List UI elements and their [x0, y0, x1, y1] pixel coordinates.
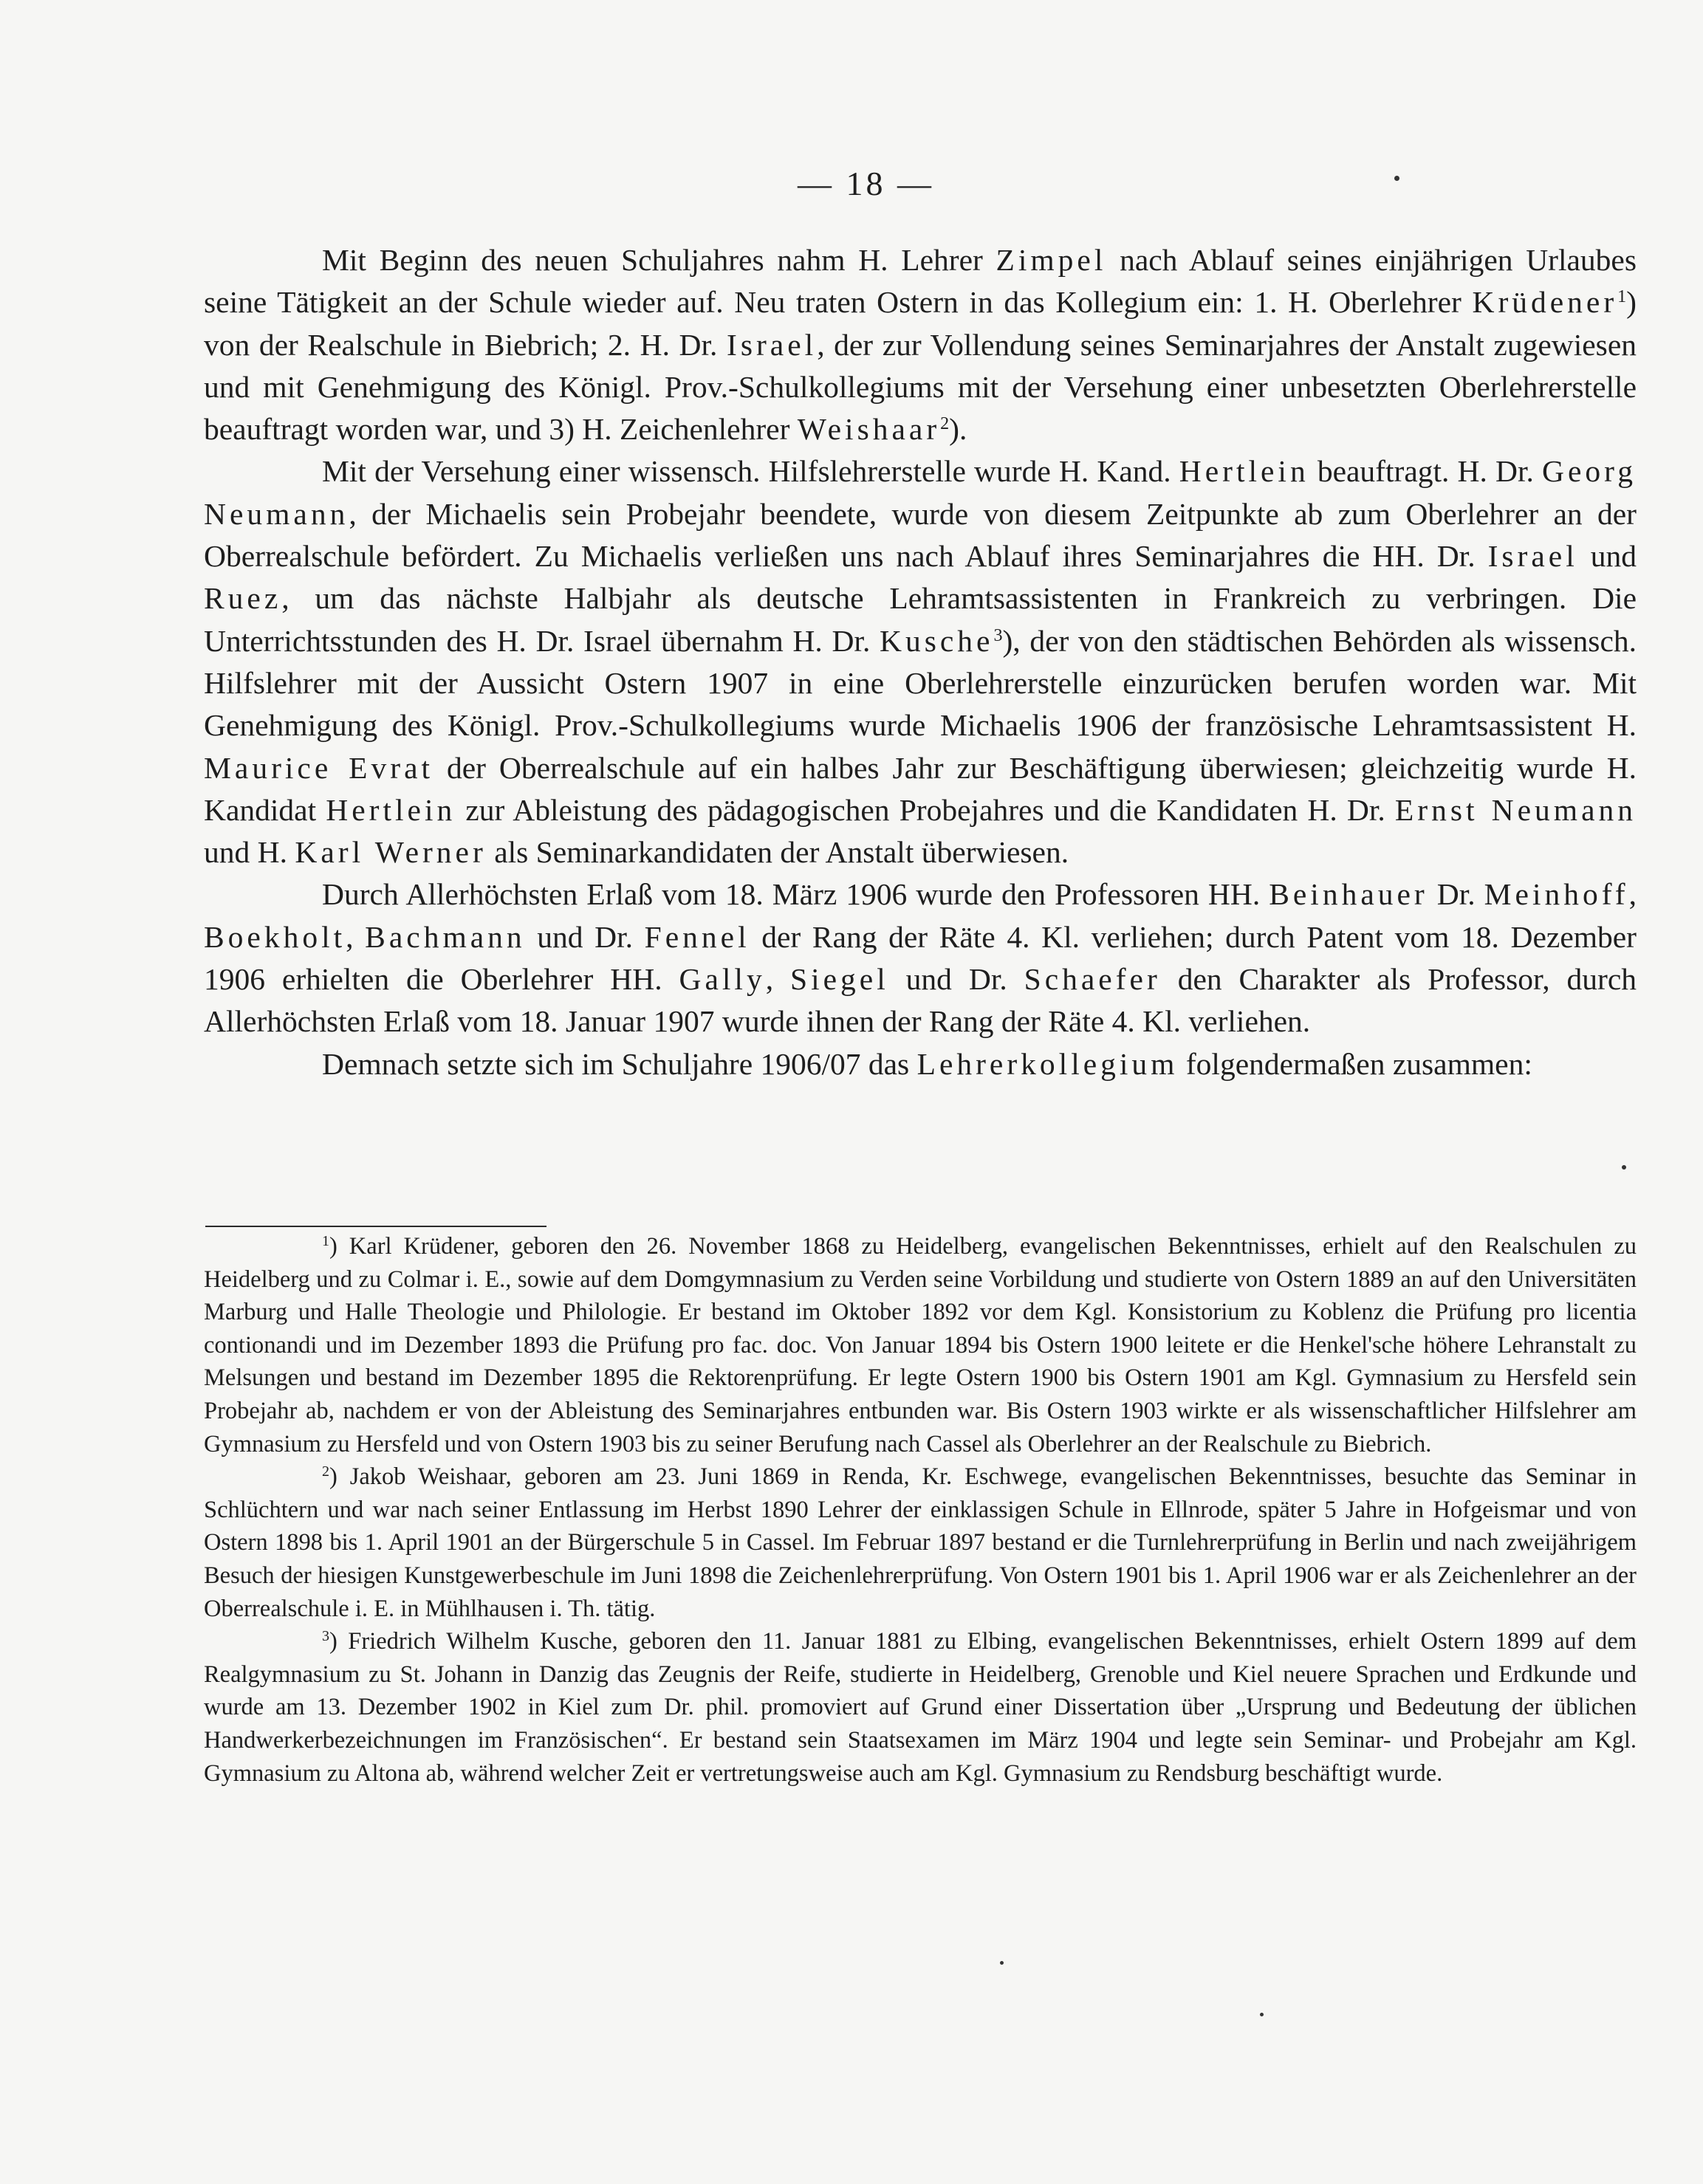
text-run: ,	[1628, 877, 1637, 912]
footnotes	[204, 1230, 1637, 1790]
emphasized-name: Kusche	[880, 623, 994, 658]
emphasized-name: Maurice Evrat	[204, 750, 434, 785]
print-speck	[1260, 2013, 1264, 2016]
footnote-marker: 2	[322, 1463, 329, 1480]
text-run: Mit der Versehung einer wissensch. Hilfslehrerstelle wurde H. Kand.	[322, 454, 1179, 489]
emphasized-name: Hertlein	[326, 792, 456, 827]
emphasized-name: Ruez	[204, 581, 282, 616]
text-run: folgendermaßen zusammen:	[1178, 1046, 1532, 1081]
emphasized-name: Meinhoff	[1484, 877, 1629, 912]
emphasized-name: Gally	[679, 962, 766, 997]
page-number: — 18 —	[798, 165, 934, 202]
text-run: Mit Beginn des neuen Schuljahres nahm H. Lehrer	[322, 243, 996, 277]
emphasized-name: Karl Werner	[295, 835, 487, 870]
text-run: beauftragt. H. Dr.	[1309, 454, 1543, 489]
emphasized-name: Bachmann	[365, 919, 526, 954]
footnote	[204, 1460, 1637, 1625]
emphasized-name: Lehrerkollegium	[916, 1046, 1179, 1081]
text-run: ,	[765, 962, 791, 997]
text-run: und	[1577, 539, 1637, 574]
body-text	[204, 239, 1637, 1085]
footnote-text: ) Jakob Weishaar, geboren am 23. Juni 1869 in Renda, Kr. Eschwege, evangelischen Bekenntnisses, besuchte das Seminar in Schlüchtern und war nach seiner Entlassung im Herbst 1890 Lehrer der einklassigen Schule in Ellnrode, später 5 Jahre in Hofgeismar und von Ostern 1898 bis 1. April 1901 an der Bürgerschule 5 in Cassel. Im Februar 1897 bestand er die Turnlehrerprüfung in Berlin und nach zweijährigem Besuch der hiesigen Kunstgewerbeschule im Juni 1898 die Zeichenlehrerprüfung. Von Ostern 1901 bis 1. April 1906 war er als Zeichenlehrer an der Oberrealschule i. E. in Mühlhausen i. Th. tätig.	[204, 1463, 1637, 1622]
footnote-marker: 1	[322, 1233, 329, 1249]
print-speck	[1622, 1165, 1626, 1170]
footnote-separator	[205, 1226, 546, 1227]
body-paragraph	[204, 1043, 1637, 1085]
emphasized-name: Israel	[727, 327, 818, 362]
emphasized-name: Siegel	[790, 962, 889, 997]
text-run: ), der von den städtischen Behörden als wissensch. Hilfslehrer mit der Aussicht Ostern 1907 in eine Oberlehrerstelle einzurücken berufen worden war. Mit Genehmigung des Königl. Prov.-Schulkollegiums wurde Michaelis 1906 der französische Lehramtsassistent H.	[204, 623, 1637, 743]
footnote-reference: 2	[940, 414, 950, 434]
text-run: Demnach setzte sich im Schuljahre 1906/07 das	[322, 1046, 917, 1081]
print-speck	[1000, 1961, 1004, 1965]
emphasized-name: Weishaar	[797, 412, 941, 447]
emphasized-name: Israel	[1487, 539, 1578, 574]
emphasized-name: Fennel	[644, 919, 750, 954]
text-run: ) von der Realschule in Biebrich; 2. H. Dr.	[204, 285, 1637, 362]
text-run: der Oberrealschule auf ein halbes Jahr zur Beschäftigung überwiesen; gleichzeitig wurde H. Kandidat	[204, 750, 1637, 827]
body-paragraph	[204, 873, 1637, 1043]
text-run: Dr.	[1428, 877, 1484, 912]
text-run: , der Michaelis sein Probejahr beendete, wurde von diesem Zeitpunkte ab zum Oberlehrer an der Oberrealschule befördert. Zu Michaelis verließen uns nach Ablauf ihres Seminarjahres die HH. Dr.	[204, 496, 1637, 574]
footnote-marker: 3	[322, 1628, 329, 1645]
text-run: den Charakter als Professor, durch Allerhöchsten Erlaß vom 18. Januar 1907 wurde ihnen der Rang der Räte 4. Kl. verliehen.	[204, 962, 1637, 1039]
emphasized-name: Zimpel	[996, 243, 1107, 277]
emphasized-name: Georg Neumann	[204, 454, 1637, 531]
footnote	[204, 1230, 1637, 1460]
footnote	[204, 1625, 1637, 1790]
text-run: der Rang der Räte 4. Kl. verliehen; durch Patent vom 18. Dezember 1906 erhielten die Oberlehrer HH.	[204, 919, 1637, 997]
text-run: und Dr.	[525, 919, 645, 954]
text-run: Durch Allerhöchsten Erlaß vom 18. März 1906 wurde den Professoren HH.	[322, 877, 1269, 912]
body-paragraph	[204, 450, 1637, 873]
emphasized-name: Beinhauer	[1269, 877, 1428, 912]
footnote-reference: 1	[1617, 287, 1627, 307]
text-run: , um das nächste Halbjahr als deutsche Lehramtsassistenten in Frankreich zu verbringen. Die Unterrichtsstunden des H. Dr. Israel übernahm H. Dr.	[204, 581, 1637, 658]
text-run: , der zur Vollendung seines Seminarjahres der Anstalt zugewiesen und mit Genehmigung des Königl. Prov.-Schulkollegiums mit der Versehung einer unbesetzten Oberlehrerstelle beauftragt worden war, und 3) H. Zeichenlehrer	[204, 327, 1637, 447]
text-run: und Dr.	[888, 962, 1024, 997]
body-paragraph	[204, 239, 1637, 450]
emphasized-name: Hertlein	[1179, 454, 1309, 489]
emphasized-name: Krüdener	[1472, 285, 1618, 320]
text-run: als Seminarkandidaten der Anstalt überwiesen.	[486, 835, 1069, 870]
text-run: nach Ablauf seines einjährigen Urlaubes seine Tätigkeit an der Schule wieder auf. Neu traten Ostern in das Kollegium ein: 1. H. Oberlehrer	[204, 243, 1637, 320]
footnote-text: ) Karl Krüdener, geboren den 26. November 1868 zu Heidelberg, evangelischen Bekenntnisses, erhielt auf den Realschulen zu Heidelberg und zu Colmar i. E., sowie auf dem Domgymnasium zu Verden seine Vorbildung und studierte von Ostern 1889 an auf den Universitäten Marburg und Halle Theologie und Philologie. Er bestand im Oktober 1892 vor dem Kgl. Konsistorium zu Koblenz die Prüfung pro licentia contionandi und im Dezember 1893 die Prüfung pro fac. doc. Von Januar 1894 bis Ostern 1900 leitete er die Henkel'sche höhere Lehranstalt zu Melsungen und bestand im Dezember 1895 die Rektorenprüfung. Er legte Ostern 1900 bis Ostern 1901 am Kgl. Gymnasium zu Hersfeld sein Probejahr ab, nachdem er von der Ableistung des Seminarjahres entbunden war. Bis Ostern 1903 wirkte er als wissenschaftlicher Hilfslehrer am Gymnasium zu Hersfeld und von Ostern 1903 bis zu seiner Berufung nach Cassel als Oberlehrer an der Realschule zu Biebrich.	[204, 1233, 1637, 1457]
emphasized-name: Boekholt	[204, 919, 346, 954]
emphasized-name: Schaefer	[1024, 962, 1161, 997]
text-run: ,	[346, 919, 366, 954]
emphasized-name: Ernst Neumann	[1394, 792, 1637, 827]
footnote-reference: 3	[993, 625, 1003, 645]
text-run: und H.	[204, 835, 295, 870]
text-run: zur Ableistung des pädagogischen Probejahres und die Kandidaten H. Dr.	[456, 792, 1395, 827]
print-speck	[1394, 176, 1399, 181]
footnote-text: ) Friedrich Wilhelm Kusche, geboren den 11. Januar 1881 zu Elbing, evangelischen Bekenntnisses, erhielt Ostern 1899 auf dem Realgymnasium zu St. Johann in Danzig das Zeugnis der Reife, studierte in Heidelberg, Grenoble und Kiel neuere Sprachen und Erdkunde und wurde am 13. Dezember 1902 in Kiel zum Dr. phil. promoviert auf Grund einer Dissertation über „Ursprung und Bedeutung der üblichen Handwerkerbezeichnungen im Französischen“. Er bestand sein Staatsexamen im März 1904 und legte sein Seminar- und Probejahr am Kgl. Gymnasium zu Altona ab, während welcher Zeit er vertretungsweise auch am Kgl. Gymnasium zu Rendsburg beschäftigt wurde.	[204, 1628, 1637, 1787]
text-run: ).	[949, 412, 967, 447]
